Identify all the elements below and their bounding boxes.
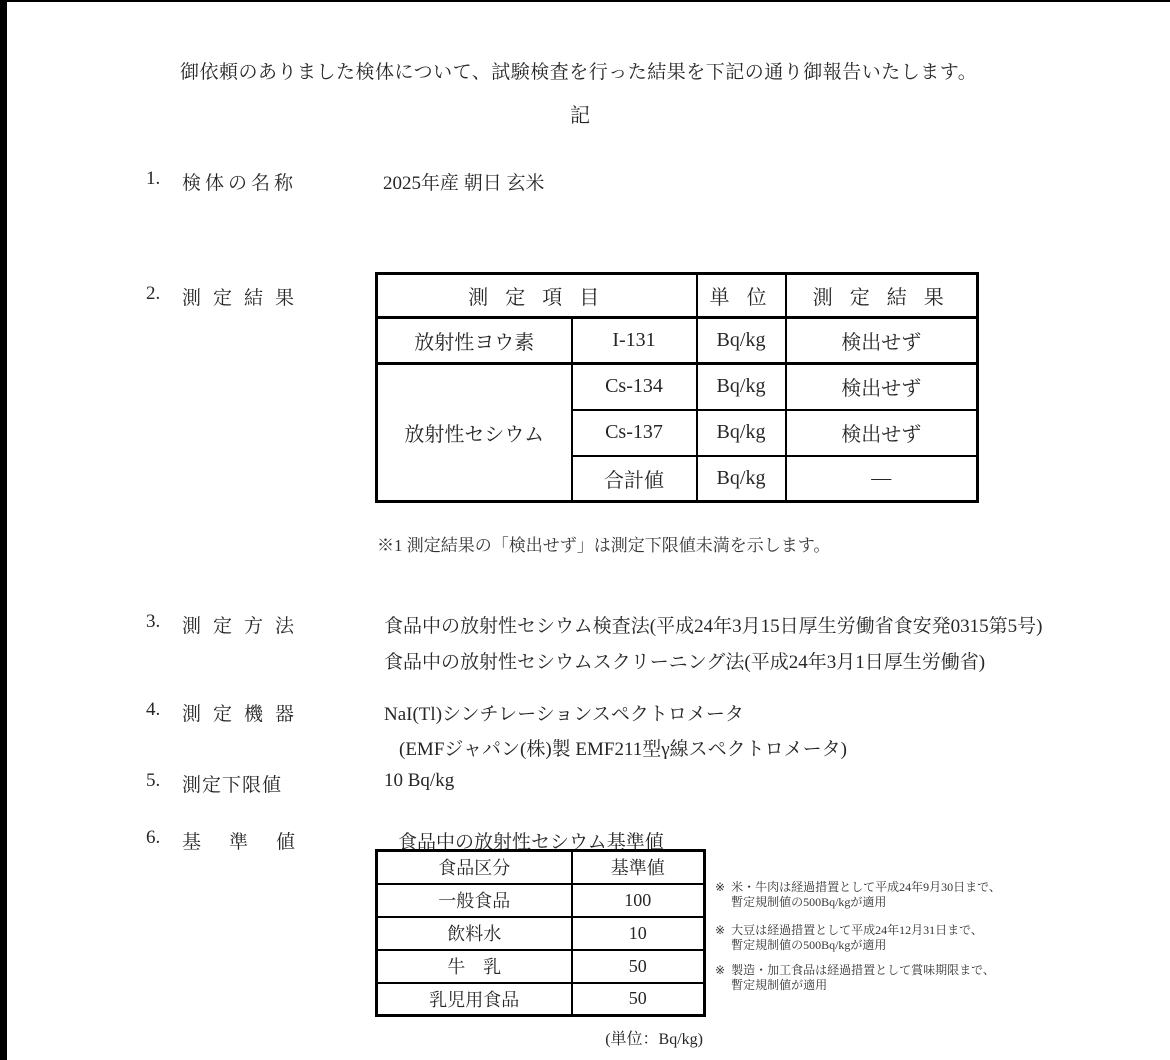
footnote-text — [731, 880, 1001, 910]
cell-category-general: 一般食品 — [377, 884, 572, 917]
cell-result-total: — — [786, 456, 978, 502]
section-5-number: 5. — [146, 770, 161, 791]
section-1-number: 1. — [146, 168, 161, 189]
table-row-infant-food — [377, 983, 705, 1016]
intro-sentence: 御依頼のありました検体について、試験検査を行った結果を下記の通り御報告いたします。 — [180, 62, 978, 83]
section-3-label: 測定方法 — [182, 616, 307, 637]
method-line-2: 食品中の放射性セシウムスクリーニング法(平成24年3月1日厚生労働省) — [384, 652, 986, 673]
footnote-marker: ※ — [715, 923, 726, 937]
scan-edge-left — [0, 0, 7, 1060]
cell-nuclide-cs137: Cs-137 — [572, 410, 697, 456]
cell-group-iodine: 放射性ヨウ素 — [377, 318, 572, 364]
cell-result-cs134: 検出せず — [786, 364, 978, 410]
footnote-marker: ※ — [715, 880, 726, 894]
standards-footnote-3 — [715, 963, 1155, 993]
section-3-number: 3. — [146, 611, 161, 632]
table-row-drinking-water — [377, 917, 705, 950]
section-6-number: 6. — [146, 827, 161, 848]
table-row-general-food — [377, 884, 705, 917]
footnote-marker: ※ — [715, 963, 726, 977]
cell-value-water: 10 — [572, 917, 705, 950]
footnote-text — [731, 923, 983, 953]
standards-unit-note: (単位：Bq/kg) — [605, 1031, 703, 1048]
footnote-line-2: 暫定規制値の500Bq/kgが適用 — [731, 938, 887, 952]
header-result: 測 定 結 果 — [786, 274, 978, 318]
cell-nuclide-total: 合計値 — [572, 456, 697, 502]
sample-name-value: 2025年産 朝日 玄米 — [383, 173, 545, 194]
standards-header-row — [377, 851, 705, 884]
standards-footnote-2 — [715, 923, 1155, 953]
standards-table — [375, 849, 706, 1017]
standards-footnote-1 — [715, 880, 1155, 910]
footnote-line-2: 暫定規制値の500Bq/kgが適用 — [731, 895, 887, 909]
cell-category-water: 飲料水 — [377, 917, 572, 950]
section-2-label: 測定結果 — [182, 288, 307, 309]
cell-value-milk: 50 — [572, 950, 705, 983]
cell-nuclide-cs134: Cs-134 — [572, 364, 697, 410]
method-line-1: 食品中の放射性セシウム検査法(平成24年3月15日厚生労働省食安発0315第5号) — [384, 616, 1043, 637]
header-food-category: 食品区分 — [377, 851, 572, 884]
results-header-row — [377, 274, 978, 318]
header-unit: 単 位 — [697, 274, 786, 318]
cell-category-infant: 乳児用食品 — [377, 983, 572, 1016]
cell-unit-cs137: Bq/kg — [697, 410, 786, 456]
equipment-line-1: NaI(Tl)シンチレーションスペクトロメータ — [384, 704, 744, 725]
footnote-line-2: 暫定規制値が適用 — [731, 978, 828, 992]
cell-unit-total: Bq/kg — [697, 456, 786, 502]
header-item: 測 定 項 目 — [377, 274, 697, 318]
cell-group-cesium: 放射性セシウム — [377, 364, 572, 502]
cell-result-i131: 検出せず — [786, 318, 978, 364]
table-row-cs134 — [377, 364, 978, 410]
section-1-label: 検体の名称 — [182, 173, 298, 194]
cell-value-general: 100 — [572, 884, 705, 917]
footnote-text — [731, 963, 995, 993]
equipment-line-2: (EMFジャパン(株)製 EMF211型γ線スペクトロメータ) — [399, 739, 848, 760]
cell-unit-cs134: Bq/kg — [697, 364, 786, 410]
footnote-line-1: 米・牛肉は経過措置として平成24年9月30日まで、 — [731, 880, 1001, 894]
cell-result-cs137: 検出せず — [786, 410, 978, 456]
table-row-milk — [377, 950, 705, 983]
footnote-line-1: 大豆は経過措置として平成24年12月31日まで、 — [731, 923, 983, 937]
table-row-iodine — [377, 318, 978, 364]
section-2-number: 2. — [146, 283, 161, 304]
header-standard-value: 基準値 — [572, 851, 705, 884]
scan-edge-top — [0, 0, 1170, 2]
cell-value-infant: 50 — [572, 983, 705, 1016]
measurement-results-table — [375, 272, 979, 503]
section-6-label: 基準値 — [182, 832, 324, 853]
section-4-label: 測定機器 — [182, 704, 307, 725]
standards-table-caption: 食品中の放射性セシウム基準値 — [398, 832, 664, 853]
record-mark: 記 — [570, 105, 592, 127]
cell-category-milk: 牛 乳 — [377, 950, 572, 983]
detection-limit-value: 10 Bq/kg — [384, 770, 455, 791]
footnote-line-1: 製造・加工食品は経過措置として賞味期限まで、 — [731, 963, 995, 977]
section-4-number: 4. — [146, 699, 161, 720]
cell-unit-i131: Bq/kg — [697, 318, 786, 364]
cell-nuclide-i131: I-131 — [572, 318, 697, 364]
section-5-label: 測定下限値 — [182, 775, 283, 796]
results-footnote: ※1 測定結果の「検出せず」は測定下限値未満を示します。 — [377, 536, 831, 555]
